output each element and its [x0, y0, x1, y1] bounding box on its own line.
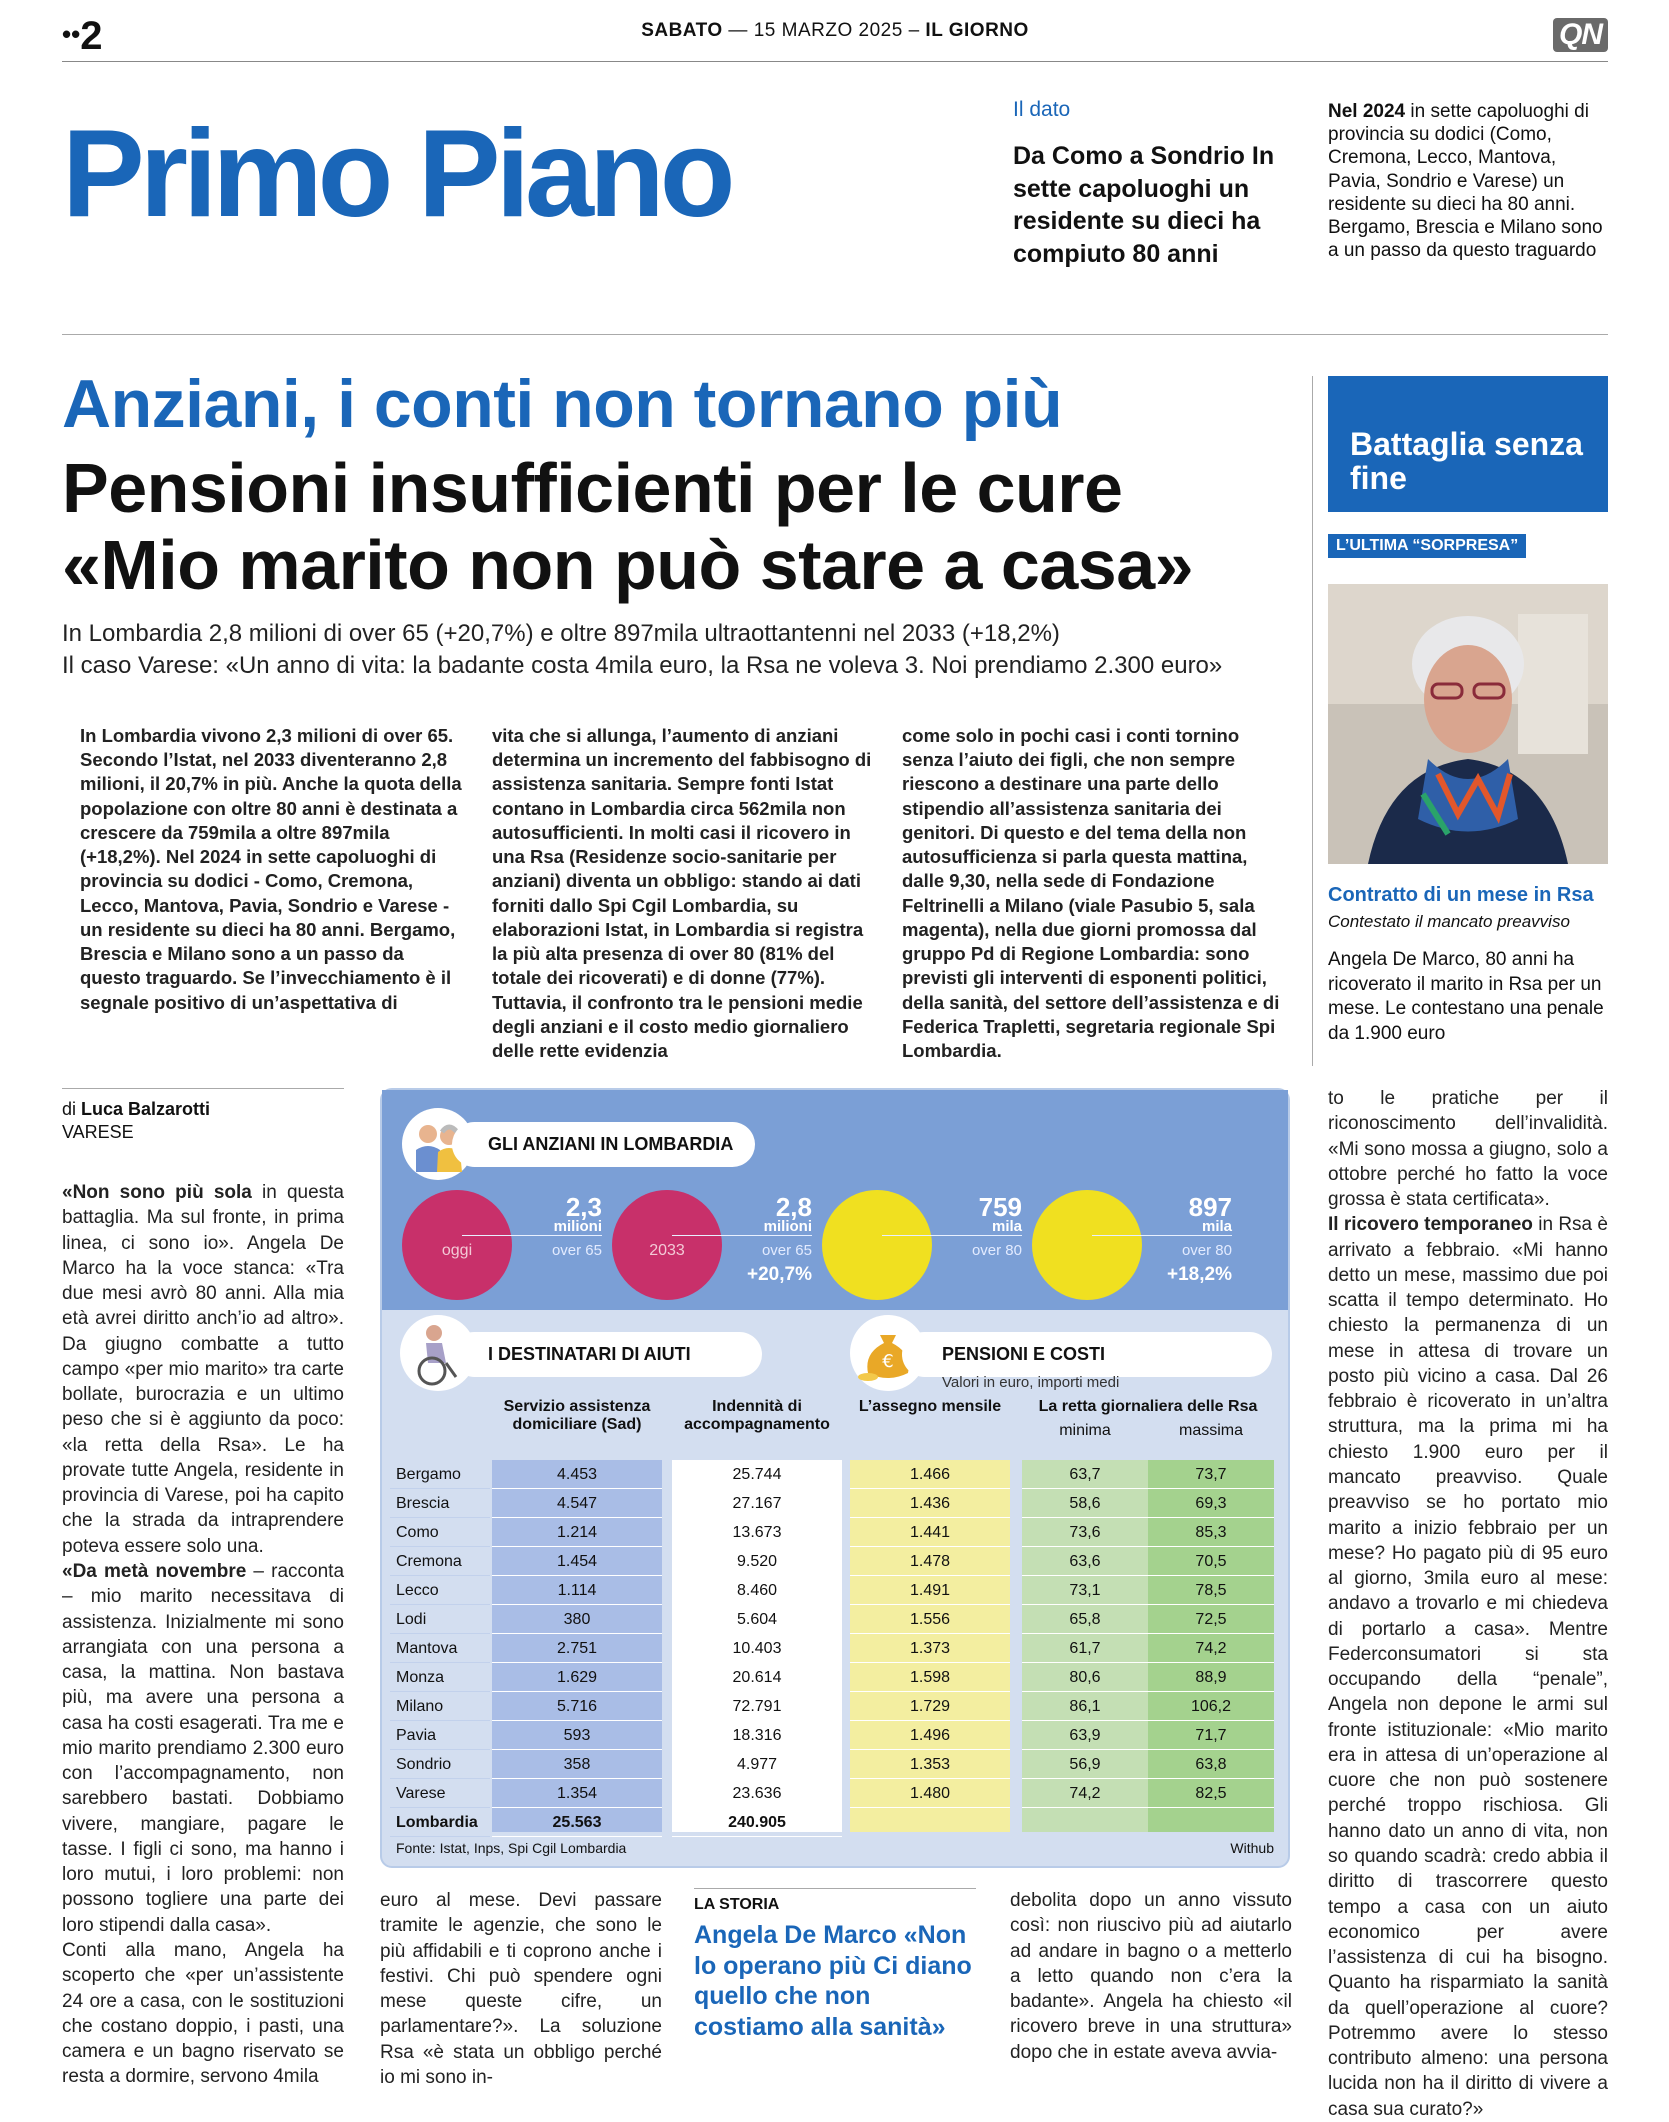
- retta-min-header: minima: [1059, 1422, 1111, 1439]
- article-column-right: to le pratiche per il riconoscimento dell’invalidità. «Mi sono mossa a giugno, solo a ottobre perché ho fatto la voce grossa è stata certificata». Il ricovero temporaneo in Rsa è arrivato a febbraio. «Mi hanno detto un mese, massimo due poi scatta il tempo determinato. Ho chiesto la permanenza di un mese in attesa di trovare un posto più vicino a casa. Dal 26 febbraio è ricoverato in un’altra struttura, ma la prima mi ha chiesto 1.900 euro per il mancato preavviso. Quale preavviso se ho portato mio marito a inizio febbraio per un mese? Ho pagato più di 95 euro al giorno, 3mila euro al mese: andavo a trovarlo e mi chiedeva di portarlo a casa». Mentre Federconsumatori si sta occupando della “penale”, Angela non depone le armi sul fronte istituzionale: «Mio marito era in attesa di un’operazione al cuore che non può sostenere perché troppo rischiosa. Gli hanno dato un anno di vita, non so quando scadrà: credo abbia il diritto di trascorrere questo tempo a casa con un aiuto economico per avere l’assistenza di cui ha bisogno. Quanto ha risparmiato la sanità da quell’operazione al cuore? Potremmo avere lo stesso contributo almeno: una persona lucida non ha il diritto di vivere a casa sua curato?»: [1328, 1088, 1608, 2120]
- table-cell: Mantova: [390, 1634, 490, 1663]
- side-tag: L’ULTIMA “SORPRESA”: [1328, 534, 1526, 558]
- table-cell: Brescia: [390, 1489, 490, 1518]
- table-cell: 358: [492, 1750, 662, 1779]
- divider: [62, 334, 1608, 335]
- table-cell: 240.905: [672, 1808, 842, 1837]
- table-cell: Varese: [390, 1779, 490, 1808]
- table-cell: 5.716: [492, 1692, 662, 1721]
- table-cell: Sondrio: [390, 1750, 490, 1779]
- table-cell: 5.604: [672, 1605, 842, 1634]
- stat-circle: [1032, 1190, 1142, 1300]
- table-cell: Monza: [390, 1663, 490, 1692]
- portrait-photo: [1328, 584, 1608, 864]
- stat-circle: [822, 1190, 932, 1300]
- stat-line: [462, 1235, 602, 1236]
- table-cell: 2.751: [492, 1634, 662, 1663]
- table-cell: 72,5: [1148, 1605, 1274, 1634]
- stat-group: over 65: [761, 1242, 812, 1259]
- table-cell: Milano: [390, 1692, 490, 1721]
- table-column-city: [390, 1460, 490, 1837]
- storia-divider: [694, 1888, 976, 1889]
- table-cell: Lecco: [390, 1576, 490, 1605]
- table-cell: 1.373: [850, 1634, 1010, 1663]
- intro-column-3: come solo in pochi casi i conti tornino senza l’aiuto dei figli, che non sempre riescono a destinare una parte dello stipendio all’assistenza sanitaria dei genitori. Di questo e del tema della non autosufficienza si parla questa mattina, dalle 9,30, nella sede di Fondazione Feltrinelli a Milano (viale Pasubio 5, sala magenta), nella due giorni promossa dal gruppo Pd di Regione Lombardia: sono previsti gli interventi di esponenti politici, della sanità, del settore dell’assistenza e di Federica Trapletti, segretaria regionale Spi Lombardia.: [902, 725, 1280, 1062]
- intro-column-1: In Lombardia vivono 2,3 milioni di over 65. Secondo l’Istat, nel 2033 diventeranno 2,8 milioni, il 20,7% in più. Anche la quota della popolazione con oltre 80 anni è destinata a crescere da 759mila a oltre 897mila (+18,2%). Nel 2024 in sette capoluoghi di provincia su dodici - Como, Cremona, Lecco, Mantova, Pavia, Sondrio e Varese - un residente su dieci ha 80 anni. Bergamo, Brescia e Milano sono a un passo da questo traguardo. Se l’invecchiamento è il segnale positivo di un’aspettativa di: [80, 725, 462, 1013]
- stat-line: [1092, 1235, 1232, 1236]
- table-cell: 80,6: [1022, 1663, 1148, 1692]
- table-cell: Bergamo: [390, 1460, 490, 1489]
- table-cell: 20.614: [672, 1663, 842, 1692]
- table-cell: 1.114: [492, 1576, 662, 1605]
- table-cell: 74,2: [1022, 1779, 1148, 1808]
- stat-unit: milioni: [763, 1218, 812, 1235]
- article-column-bottom-2: debolita dopo un anno vissuto così: non riuscivo più ad aiutarlo ad andare in bagno o a metterlo a letto quando non c’era la badante». Angela ha chiesto «il ricovero breve in una struttura» dopo che in estate aveva avvia-: [1010, 1890, 1292, 2063]
- qn-logo: QN: [1553, 18, 1608, 52]
- stat-value: 2,3: [565, 1192, 602, 1222]
- table-cell: 71,7: [1148, 1721, 1274, 1750]
- table-cell: 27.167: [672, 1489, 842, 1518]
- infographic-title: GLI ANZIANI IN LOMBARDIA: [452, 1122, 755, 1167]
- table-cell: 106,2: [1148, 1692, 1274, 1721]
- dato-label: Il dato: [1013, 98, 1071, 121]
- sad-header: Servizio assistenza domiciliare (Sad): [503, 1398, 651, 1434]
- table-cell: 63,6: [1022, 1547, 1148, 1576]
- dato-text: Da Como a Sondrio In sette capoluoghi un residente su dieci ha compiuto 80 anni: [1013, 142, 1275, 268]
- table-cell: 25.744: [672, 1460, 842, 1489]
- stat-line: [882, 1235, 1022, 1236]
- byline: di Luca Balzarotti VARESE: [62, 1099, 211, 1143]
- table-cell: 1.598: [850, 1663, 1010, 1692]
- table-cell: 73,7: [1148, 1460, 1274, 1489]
- table-cell: Lombardia: [390, 1808, 490, 1837]
- table-cell: 18.316: [672, 1721, 842, 1750]
- stat-block: [812, 1190, 1032, 1300]
- table-cell: Como: [390, 1518, 490, 1547]
- table-cell: 9.520: [672, 1547, 842, 1576]
- table-cell: 1.491: [850, 1576, 1010, 1605]
- table-cell: 63,8: [1148, 1750, 1274, 1779]
- table-cell: 8.460: [672, 1576, 842, 1605]
- table-cell: 1.480: [850, 1779, 1010, 1808]
- subheadline: In Lombardia 2,8 milioni di over 65 (+20,7%) e oltre 897mila ultraottantenni nel 2033 (+18,2%) Il caso Varese: «Un anno di vita: la badante costa 4mila euro, la Rsa ne voleva 3. Noi prendiamo 2.300 euro»: [62, 620, 1223, 680]
- stat-unit: mila: [1201, 1218, 1232, 1235]
- table-cell: Pavia: [390, 1721, 490, 1750]
- table-cell: 78,5: [1148, 1576, 1274, 1605]
- side-headline: Contratto di un mese in Rsa: [1328, 884, 1594, 906]
- table-cell: 13.673: [672, 1518, 842, 1547]
- storia-headline: Angela De Marco «Non lo operano più Ci diano quello che non costiamo alla sanità»: [694, 1921, 972, 2041]
- table-cell: 1.466: [850, 1460, 1010, 1489]
- dato-box: [1013, 98, 1283, 270]
- stat-line: [672, 1235, 812, 1236]
- table-cell: 1.556: [850, 1605, 1010, 1634]
- stat-change: +20,7%: [747, 1264, 812, 1285]
- stat-value: 759: [978, 1192, 1022, 1222]
- costs-note: Valori in euro, importi medi: [942, 1374, 1120, 1391]
- table-cell: 70,5: [1148, 1547, 1274, 1576]
- article-column-bottom-1: euro al mese. Devi passare tramite le agenzie, che sono le più affidabili e ti coprono anche i festivi. Chi può spendere ogni mese queste cifre, un parlamentare?». La soluzione Rsa «è stata un obbligo perché io mi sono in-: [380, 1890, 662, 2088]
- table-cell: 85,3: [1148, 1518, 1274, 1547]
- retta-header: La retta giornaliera delle Rsa: [1038, 1398, 1258, 1415]
- table-cell: Lodi: [390, 1605, 490, 1634]
- table-cell: 63,9: [1022, 1721, 1148, 1750]
- table-cell: 61,7: [1022, 1634, 1148, 1663]
- stat-group: over 80: [1181, 1242, 1232, 1259]
- table-cell: 1.436: [850, 1489, 1010, 1518]
- retta-max-header: massima: [1178, 1422, 1243, 1439]
- side-subheadline: Contestato il mancato preavviso: [1328, 912, 1570, 931]
- svg-text:€: €: [882, 1351, 894, 1372]
- assegno-header: L’assegno mensile: [858, 1398, 1002, 1415]
- table-cell: 1.441: [850, 1518, 1010, 1547]
- table-cell: 86,1: [1022, 1692, 1148, 1721]
- table-cell: 1.729: [850, 1692, 1010, 1721]
- intro-column-2: vita che si allunga, l’aumento di anziani determina un incremento del fabbisogno di assistenza sanitaria. Sempre fonti Istat contano in Lombardia circa 562mila non autosufficienti. In molti casi il ricovero in una Rsa (Residenze socio-sanitarie per anziani) diventa un obbligo: stando ai dati forniti dallo Spi Cgil Lombardia, su elaborazioni Istat, in Lombardia si registra la più alta presenza di over 80 (81% del totale dei ricoverati) e di donne (77%). Tuttavia, il confronto tra le pensioni medie degli anziani e il costo medio giornaliero delle rette evidenzia: [492, 725, 872, 1062]
- stat-change: +18,2%: [1167, 1264, 1232, 1285]
- stat-block: [392, 1190, 612, 1300]
- table-cell: 1.353: [850, 1750, 1010, 1779]
- headline-main: Anziani, i conti non tornano più: [62, 366, 1063, 442]
- headline-secondary: Pensioni insufficienti per le cure «Mio marito non può stare a casa»: [62, 449, 1194, 604]
- section-title: Primo Piano: [62, 105, 731, 243]
- table-cell: 69,3: [1148, 1489, 1274, 1518]
- credit-note: Withub: [1230, 1840, 1274, 1856]
- table-cell: 593: [492, 1721, 662, 1750]
- table-cell: 1.454: [492, 1547, 662, 1576]
- table-cell: 1.629: [492, 1663, 662, 1692]
- table-cell: 73,6: [1022, 1518, 1148, 1547]
- stat-group: over 80: [971, 1242, 1022, 1259]
- table-cell: 1.478: [850, 1547, 1010, 1576]
- storia-label: LA STORIA: [694, 1896, 780, 1913]
- table-cell: 56,9: [1022, 1750, 1148, 1779]
- stat-period: 2033: [649, 1242, 685, 1259]
- table-cell: 65,8: [1022, 1605, 1148, 1634]
- table-cell: Cremona: [390, 1547, 490, 1576]
- stat-value: 897: [1188, 1192, 1232, 1222]
- table-cell: 1.214: [492, 1518, 662, 1547]
- table-column-max: [1148, 1460, 1274, 1832]
- article-column-left: «Non sono più sola in questa battaglia. Ma sul fronte, in prima linea, ci sono io». Angela De Marco ha la voce stanca: «Tra due mesi avrò 80 anni. Alla mia età avrei diritto anch’io ad altro». Da giugno combatte a tutto campo «per mio marito» tra carte bollate, burocrazia e un ultimo peso che si è aggiunto da poco: «la retta della Rsa». Le ha provate tutte Angela, residente in provincia di Varese, poi ha capito che la strada da intraprendere poteva essere solo una. «Da metà novembre – racconta – mio marito necessitava di assistenza. Inizialmente mi sono arrangiata con una persona a casa, la mattina. Non bastava più, ma avere una persona a casa ha costi esagerati. Tra me e mio marito prendiamo 2.300 euro con l’accompagnamento, non sarebbero bastati. Dobbiamo vivere, mangiare, pagare le tasse. I figli ci sono, ma hanno i loro mutui, i loro problemi: non possono togliere una parte dei loro stipendi dalla casa». Conti alla mano, Angela ha scoperto che «per un’assistente 24 ore a casa, con le sostituzioni che costano doppio, i pasti, una camera e un bagno riservato se resta a dormire, servono 4mila: [62, 1182, 345, 2088]
- side-title-box: Battaglia senza fine: [1328, 376, 1608, 512]
- table-cell: 4.977: [672, 1750, 842, 1779]
- source-note: Fonte: Istat, Inps, Spi Cgil Lombardia: [396, 1840, 627, 1856]
- stat-value: 2,8: [775, 1192, 812, 1222]
- table-cell: 88,9: [1148, 1663, 1274, 1692]
- stat-group: over 65: [551, 1242, 602, 1259]
- table-cell: 1.496: [850, 1721, 1010, 1750]
- page-meta: SABATO — 15 MARZO 2025 – IL GIORNO: [641, 20, 1029, 41]
- table-cell: 23.636: [672, 1779, 842, 1808]
- stat-period: oggi: [441, 1242, 473, 1259]
- table-cell: 82,5: [1148, 1779, 1274, 1808]
- page-header: [62, 12, 1608, 62]
- stat-unit: milioni: [553, 1218, 602, 1235]
- table-cell: 58,6: [1022, 1489, 1148, 1518]
- table-cell: 380: [492, 1605, 662, 1634]
- dato-side-text: Nel 2024 in sette capoluoghi di provincia su dodici (Como, Cremona, Lecco, Mantova, Pavia, Sondrio e Varese) un residente su dieci ha 80 anni. Bergamo, Brescia e Milano sono a un passo da questo traguardo: [1328, 101, 1603, 262]
- table-cell: 1.354: [492, 1779, 662, 1808]
- byline-divider: [62, 1088, 344, 1089]
- table-cell: 4.453: [492, 1460, 662, 1489]
- stat-unit: mila: [991, 1218, 1022, 1235]
- side-body: Angela De Marco, 80 anni ha ricoverato il marito in Rsa per un mese. Le contestano una penale da 1.900 euro: [1328, 949, 1604, 1045]
- table-cell: 4.547: [492, 1489, 662, 1518]
- stat-block: [602, 1190, 822, 1300]
- page-number: ••2: [62, 14, 103, 58]
- aid-section-title: I DESTINATARI DI AIUTI: [452, 1332, 762, 1377]
- stat-block: [1022, 1190, 1242, 1300]
- table-column-ind: [672, 1460, 842, 1832]
- table-cell: 10.403: [672, 1634, 842, 1663]
- table-column-assegno: [850, 1460, 1010, 1832]
- table-cell: 73,1: [1022, 1576, 1148, 1605]
- table-cell: 25.563: [492, 1808, 662, 1837]
- costs-section-title: PENSIONI E COSTI: [902, 1332, 1272, 1377]
- table-column-min: [1022, 1460, 1148, 1832]
- side-divider: [1312, 376, 1313, 1066]
- table-cell: 63,7: [1022, 1460, 1148, 1489]
- infographic: [380, 1088, 1290, 1868]
- table-column-sad: [492, 1460, 662, 1832]
- table-cell: 72.791: [672, 1692, 842, 1721]
- table-cell: 74,2: [1148, 1634, 1274, 1663]
- indennita-header: Indennità di accompagnamento: [684, 1398, 830, 1434]
